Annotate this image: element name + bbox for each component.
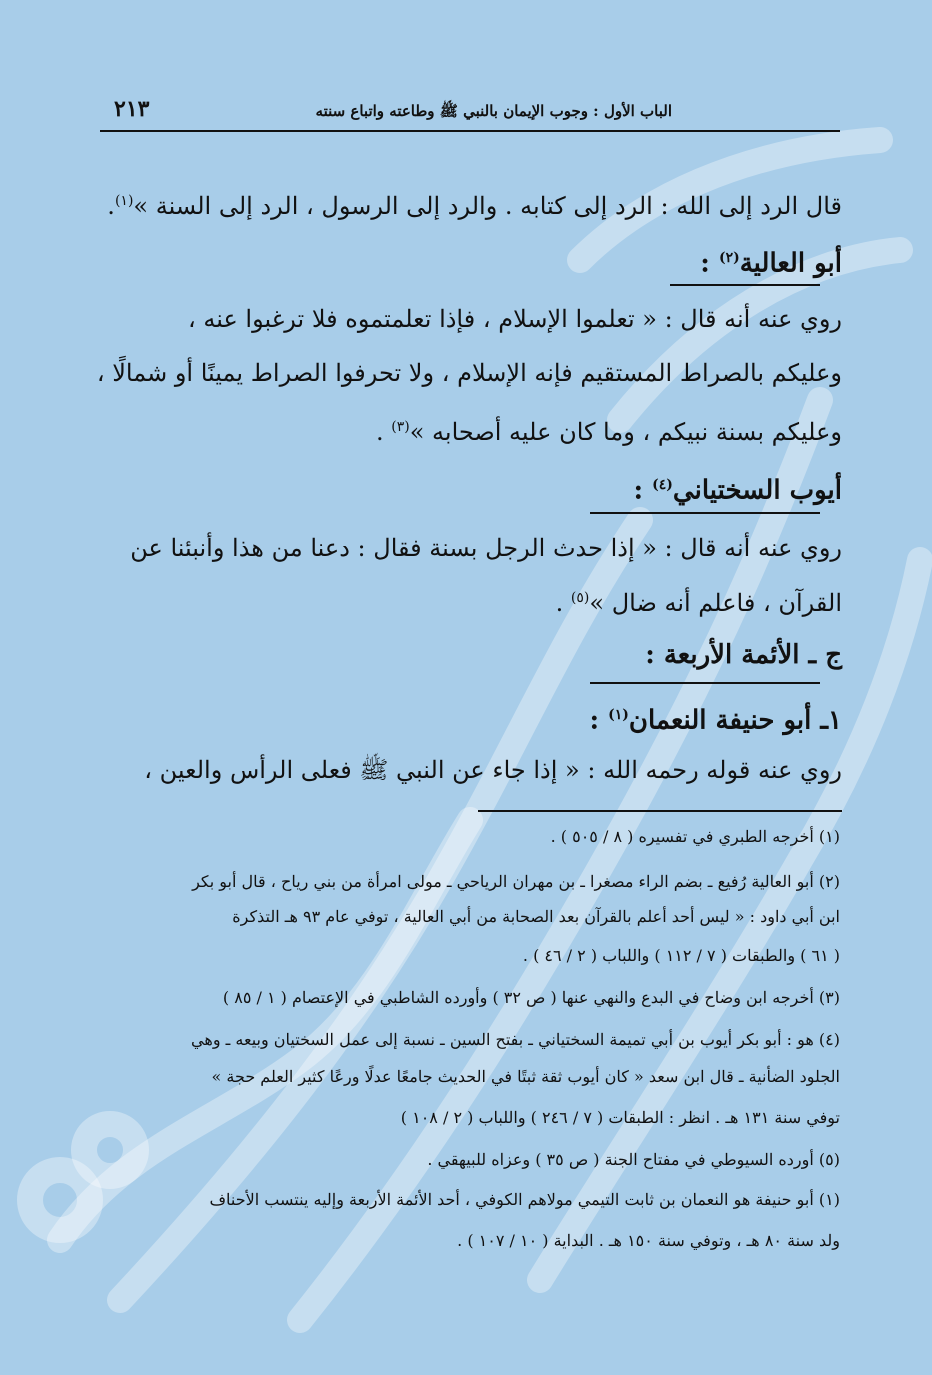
running-title: الباب الأول : وجوب الإيمان بالنبي ﷺ وطاعته واتباع سنته <box>315 102 672 120</box>
page-number: ٢١٣ <box>114 96 150 122</box>
footnote-ref[interactable]: (٥) <box>570 590 590 606</box>
footnote-separator <box>478 810 842 812</box>
footnote: ( ٦١ ) والطبقات ( ٧ / ١١٢ ) واللباب ( ٢ / ٤٦ ) . <box>522 946 840 965</box>
footnote-ref[interactable]: (٣) <box>391 419 410 435</box>
text-line: روي عنه قوله رحمه الله : « إذا جاء عن النبي ﷺ فعلى الرأس والعين ، <box>144 756 842 784</box>
footnote-ref[interactable]: (٢) <box>718 250 740 266</box>
footnote: (٤) هو : أبو بكر أيوب بن أبي تميمة السختياني ـ بفتح السين ـ نسبة إلى عمل السختيان وبيعه ـ وهي <box>191 1030 840 1049</box>
main-text <box>92 0 842 800</box>
text-line: روي عنه أنه قال : « تعلموا الإسلام ، فإذا تعلمتموه فلا ترغبوا عنه ، <box>188 305 842 333</box>
footnote-ref[interactable]: (١) <box>608 707 629 723</box>
footnote-ref[interactable]: (٤) <box>652 477 673 493</box>
text-line: وعليكم بالصراط المستقيم فإنه الإسلام ، ولا تحرفوا الصراط يمينًا أو شمالًا ، <box>96 359 842 387</box>
footnote: الجلود الضأنية ـ قال ابن سعد « كان أيوب ثقة ثبتًا في الحديث جامعًا عدلًا ورعًا كثير العلم حجة » <box>211 1067 840 1086</box>
text-line: قال الرد إلى الله : الرد إلى كتابه . والرد إلى الرسول ، الرد إلى السنة »$^{(١)}$. <box>107 192 842 220</box>
footnote: (٥) أورده السيوطي في مفتاح الجنة ( ص ٣٥ ) وعزاه للبيهقي . <box>427 1150 840 1169</box>
footnote: ولد سنة ٨٠ هـ ، وتوفي سنة ١٥٠ هـ . البداية ( ١٠ / ١٠٧ ) . <box>457 1231 840 1250</box>
section-heading: أبو العالية$^{(٢)}$ : <box>700 248 842 279</box>
text-line: وعليكم بسنة نبيكم ، وما كان عليه أصحابه »$^{(٣)}$ . <box>375 418 842 446</box>
text-line: القرآن ، فاعلم أنه ضال »$^{(٥)}$ . <box>555 589 842 617</box>
footnote: (١) أخرجه الطبري في تفسيره ( ٨ / ٥٠٥ ) . <box>550 827 840 846</box>
heading-underline <box>590 512 820 514</box>
footnote: (١) أبو حنيفة هو النعمان بن ثابت التيمي مولاهم الكوفي ، أحد الأئمة الأربعة وإليه ينتسب الأحناف <box>209 1190 840 1209</box>
footnote: (٢) أبو العالية رُفيع ـ بضم الراء مصغرا ـ بن مهران الرياحي ـ مولى امرأة من بني رياح ، قال أبو بكر <box>192 872 840 891</box>
heading-underline <box>670 284 820 286</box>
text-line: روي عنه أنه قال : « إذا حدث الرجل بسنة فقال : دعنا من هذا وأنبئنا عن <box>130 534 842 562</box>
heading-underline <box>590 682 820 684</box>
section-heading: ١ـ أبو حنيفة النعمان$^{(١)}$ : <box>589 705 842 736</box>
section-heading: ج ـ الأئمة الأربعة : <box>645 640 842 670</box>
section-heading: أيوب السختياني$^{(٤)}$ : <box>633 475 842 506</box>
footnote: توفي سنة ١٣١ هـ . انظر : الطبقات ( ٧ / ٢٤٦ ) واللباب ( ٢ / ١٠٨ ) <box>400 1108 840 1127</box>
footnote-ref[interactable]: (١) <box>114 193 134 209</box>
footnote: (٣) أخرجه ابن وضاح في البدع والنهي عنها ( ص ٣٢ ) وأورده الشاطبي في الإعتصام ( ١ / ٨٥ ) <box>222 988 840 1007</box>
footnote: ابن أبي داود : « ليس أحد أعلم بالقرآن بعد الصحابة من أبي العالية ، توفي عام ٩٣ هـ التذكرة <box>232 907 840 926</box>
